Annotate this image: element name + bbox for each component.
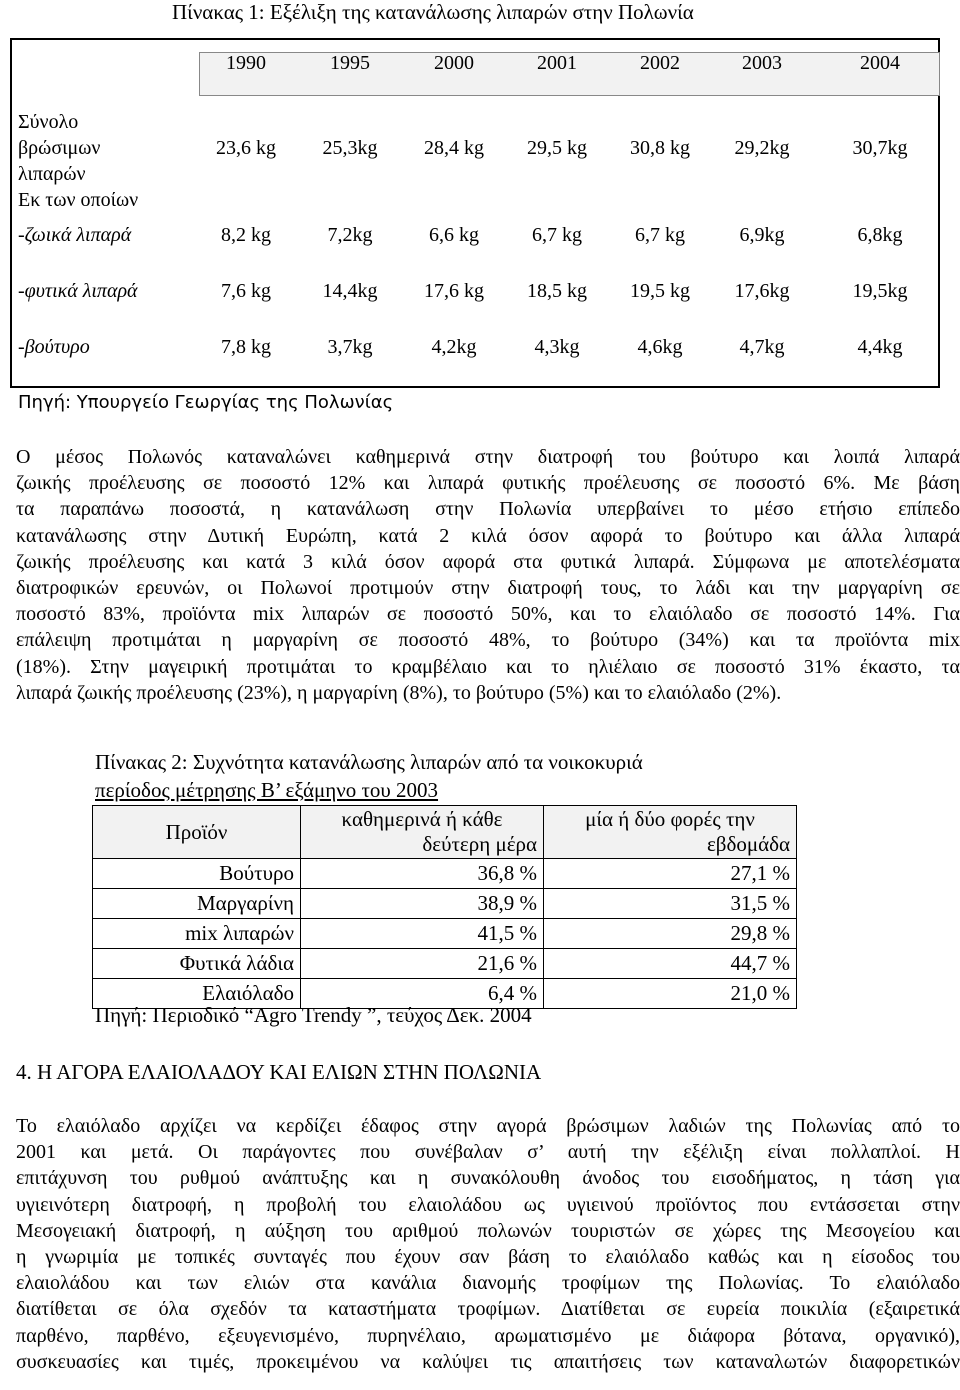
table2 — [92, 805, 797, 1009]
weekly-cell: 29,8 % — [544, 919, 797, 949]
table-cell: 29,2kg — [734, 137, 790, 159]
table-cell: 6,8kg — [857, 224, 903, 246]
paragraph-line: (18%). Στην μαγειρική προτιμάται το κραμβέλαιο και το ηλιέλαιο σε ποσοστό 31% έκαστο, τα — [16, 655, 960, 678]
paragraph-line: τα παραπάνω ποσοστά, η κατανάλωση στην Πολωνία υπερβαίνει το μέσο ετήσιο επίπεδο — [16, 498, 960, 521]
daily-cell: 6,4 % — [301, 979, 544, 1009]
paragraph-line: ζωικής προέλευσης και κατά 3 κιλά όσον αφορά στα φυτικά λιπαρά. Σύμφωνα με αποτελέσματα — [16, 550, 960, 573]
table-cell: 4,7kg — [739, 336, 785, 358]
weekly-cell: 31,5 % — [544, 889, 797, 919]
table-cell: 14,4kg — [322, 280, 378, 302]
table-cell: 29,5 kg — [527, 137, 587, 159]
table-cell: 4,3kg — [534, 336, 580, 358]
paragraph-line: η γνωριμία με τοπικές συνταγές που έχουν σαν βάση το ελαιόλαδο καθώς και η είσοδος του — [16, 1246, 960, 1269]
product-cell: Βούτυρο — [93, 859, 301, 889]
table1-source: Πηγή: Υπουργείο Γεωργίας της Πολωνίας — [18, 392, 394, 413]
row-label: βρώσιμων — [18, 137, 101, 159]
table1 — [10, 38, 940, 388]
table-cell: 7,8 kg — [221, 336, 271, 358]
year-header: 2000 — [434, 52, 474, 74]
row-prelabel: Εκ των οποίων — [18, 189, 139, 211]
year-header: 2004 — [860, 52, 900, 74]
header-product: Προϊόν — [93, 806, 301, 859]
table2-title — [95, 748, 643, 804]
table-cell: 4,4kg — [857, 336, 903, 358]
header-line: εβδομάδα — [706, 832, 790, 856]
paragraph-line: επιτάχυνση του ρυθμού ανάπτυξης και η συνακόλουθη άνοδος του εισοδήματος, η τάση για — [16, 1167, 960, 1190]
header-line: καθημερινά ή κάθε — [341, 807, 503, 831]
daily-cell: 38,9 % — [301, 889, 544, 919]
table-cell: 7,2kg — [327, 224, 373, 246]
weekly-cell: 21,0 % — [544, 979, 797, 1009]
paragraph-line: επάλειψη προτιμάται η μαργαρίνη σε ποσοστό 48%, το βούτυρο (34%) και τα προϊόντα mix — [16, 629, 960, 652]
daily-cell: 36,8 % — [301, 859, 544, 889]
year-header: 2002 — [640, 52, 680, 74]
table-row — [93, 889, 797, 919]
daily-cell: 41,5 % — [301, 919, 544, 949]
table2-title-line: περίοδος μέτρησης Β’ εξάμηνο του 2003 — [95, 778, 439, 802]
table-row — [93, 949, 797, 979]
product-cell: Μαργαρίνη — [93, 889, 301, 919]
table-cell: 19,5kg — [852, 280, 908, 302]
year-header: 1995 — [330, 52, 370, 74]
paragraph-line: κατανάλωσης στην Δυτική Ευρώπη, κατά 2 κιλά όσον αφορά το βούτυρο και άλλα λιπαρά — [16, 524, 960, 547]
table-cell: 25,3kg — [322, 137, 378, 159]
table-cell: 18,5 kg — [527, 280, 587, 302]
table-row — [93, 859, 797, 889]
paragraph-line: Μεσογειακή διατροφή, η αύξηση του αριθμού πολωνών τουριστών σε χώρες της Μεσογείου και — [16, 1219, 960, 1242]
paragraph-line: διατίθεται σε όλα σχεδόν τα καταστήματα τροφίμων. Διατίθεται σε ευρεία ποικιλία (εξαιρετικά — [16, 1298, 960, 1321]
daily-cell: 21,6 % — [301, 949, 544, 979]
table-cell: 6,7 kg — [532, 224, 582, 246]
table1-title: Πίνακας 1: Εξέλιξη της κατανάλωσης λιπαρών στην Πολωνία — [172, 0, 694, 24]
table-cell: 8,2 kg — [221, 224, 271, 246]
table-cell: 17,6 kg — [424, 280, 484, 302]
table-cell: 30,7kg — [852, 137, 908, 159]
year-header: 2003 — [742, 52, 782, 74]
row-label: -βούτυρο — [18, 336, 90, 358]
table-cell: 17,6kg — [734, 280, 790, 302]
paragraph-line: 2001 και μετά. Οι παράγοντες που συνέβαλαν σ’ αυτή την εξέλιξη είναι πολλαπλοί. Η — [16, 1141, 960, 1164]
table-cell: 28,4 kg — [424, 137, 484, 159]
paragraph-line: Ο μέσος Πολωνός καταναλώνει καθημερινά στην διατροφή του βούτυρο και λοιπά λιπαρά — [16, 446, 960, 468]
paragraph-line: ποσοστό 83%, προϊόντα mix λιπαρών σε ποσοστό 50%, και το ελαιόλαδο σε ποσοστό 14%. Για — [16, 603, 960, 626]
paragraph-line: διατροφικών ερευνών, οι Πολωνοί προτιμούν στην διατροφή τους, το λάδι και την μαργαρίνη σε — [16, 577, 960, 600]
table-cell: 6,6 kg — [429, 224, 479, 246]
table-cell: 19,5 kg — [630, 280, 690, 302]
paragraph-line: συσκευασίες και τιμές, προκειμένου να καλύψει τις απαιτήσεις των καταναλωτών διαφορετικών — [16, 1350, 960, 1373]
table-cell: 6,9kg — [739, 224, 785, 246]
paragraph-1 — [16, 444, 960, 706]
table-cell: 4,6kg — [637, 336, 683, 358]
header-daily — [301, 806, 544, 859]
header-line: δεύτερη μέρα — [422, 832, 537, 856]
row-label: Σύνολο — [18, 111, 79, 133]
table-cell: 4,2kg — [431, 336, 477, 358]
weekly-cell: 44,7 % — [544, 949, 797, 979]
table-cell: 6,7 kg — [635, 224, 685, 246]
table-cell: 7,6 kg — [221, 280, 271, 302]
weekly-cell: 27,1 % — [544, 859, 797, 889]
table-row — [93, 919, 797, 949]
paragraph-2 — [16, 1113, 960, 1375]
year-header: 2001 — [537, 52, 577, 74]
row-label: -φυτικά λιπαρά — [18, 280, 138, 302]
product-cell: Φυτικά λάδια — [93, 949, 301, 979]
paragraph-line: Το ελαιόλαδο αρχίζει να κερδίζει έδαφος στην αγορά βρώσιμων λαδιών της Πολωνίας από το — [16, 1115, 960, 1137]
row-label: λιπαρών — [18, 163, 86, 185]
table2-header-row — [93, 806, 797, 859]
table-cell: 3,7kg — [327, 336, 373, 358]
paragraph-line: ζωικής προέλευσης σε ποσοστό 12% και λιπαρά φυτικής προέλευσης σε ποσοστό 6%. Με βάση — [16, 472, 960, 495]
year-header: 1990 — [226, 52, 266, 74]
table2-title-line: Πίνακας 2: Συχνότητα κατανάλωσης λιπαρών από τα νοικοκυριά — [95, 750, 643, 774]
section-heading: 4. Η ΑΓΟΡΑ ΕΛΑΙΟΛΑΔΟΥ ΚΑΙ ΕΛΙΩΝ ΣΤΗΝ ΠΟΛΩΝΙΑ — [16, 1060, 542, 1084]
paragraph-line: παρθένο, παρθένο, εξευγενισμένο, πυρηνέλαιο, αρωματισμένο με διάφορα βότανα, οργανικό), — [16, 1324, 960, 1347]
table2-source: Πηγή: Περιοδικό “Agro Trendy ”, τεύχος Δεκ. 2004 — [95, 1003, 532, 1027]
table-cell: 23,6 kg — [216, 137, 276, 159]
product-cell: mix λιπαρών — [93, 919, 301, 949]
product-cell: Ελαιόλαδο — [93, 979, 301, 1009]
paragraph-line: λιπαρά ζωικής προέλευσης (23%), η μαργαρίνη (8%), το βούτυρο (5%) και το ελαιόλαδο (2%). — [16, 681, 782, 704]
row-label: -ζωικά λιπαρά — [18, 224, 132, 246]
header-weekly — [544, 806, 797, 859]
table-cell: 30,8 kg — [630, 137, 690, 159]
paragraph-line: ελαιολάδου και των ελιών στα κανάλια διανομής τροφίμων της Πολωνίας. Το ελαιόλαδο — [16, 1272, 960, 1295]
paragraph-line: υγιεινότερη διατροφή, η προβολή του ελαιολάδου ως υγιεινού προϊόντος που εντάσσεται στην — [16, 1193, 960, 1216]
header-line: μία ή δύο φορές την — [585, 807, 755, 831]
